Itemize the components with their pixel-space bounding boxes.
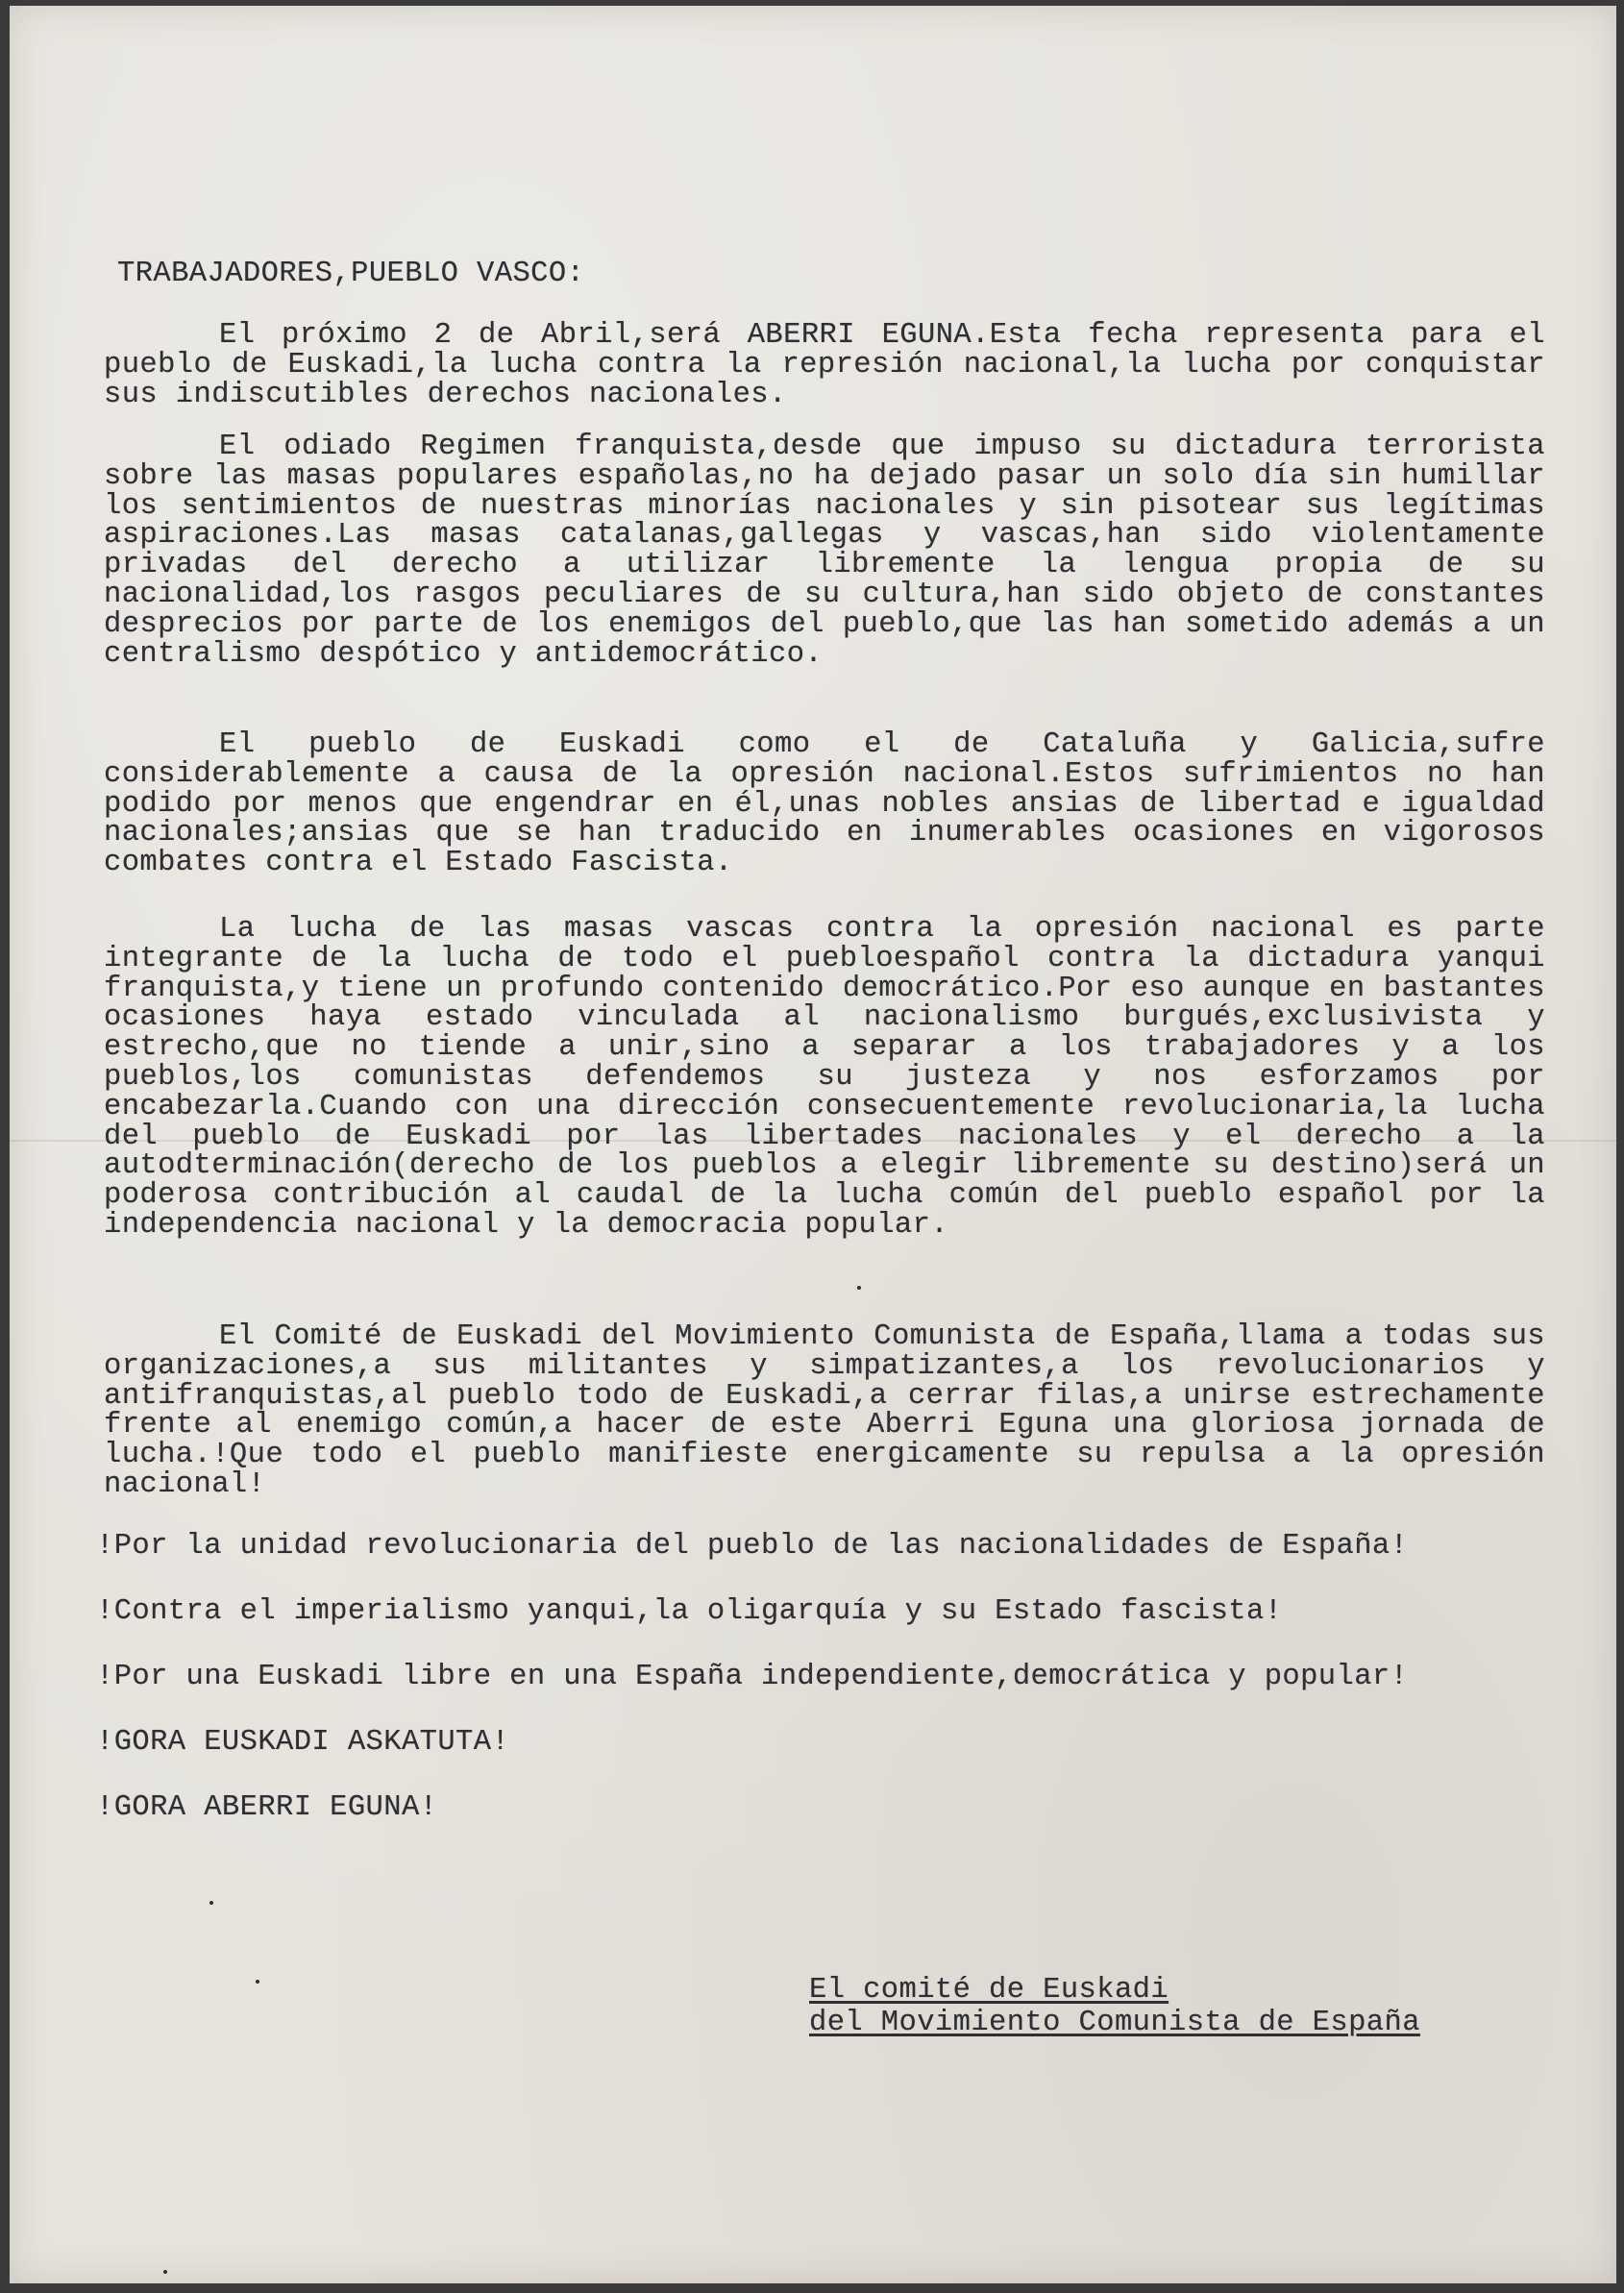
ink-speck [209,1901,213,1905]
paragraph-5 [104,1322,1545,1500]
signature-line-2: del Movimiento Comunista de España [809,2007,1420,2039]
slogans [96,1532,1557,1859]
paragraph-1 [104,321,1545,409]
paragraph-5-text: El Comité de Euskadi del Movimiento Comunista de España,llama a todas sus organizaciones,a sus militantes y simpatizantes,a los revolucionarios y antifranquistas,al pueblo todo de Euskadi,a cerrar filas,a unirse estrechamente frente al enemigo común,a hacer de este Aberri Eguna una gloriosa jornada de lucha.!Que todo el pueblo manifieste energicamente su repulsa a la opresión nacional! [104,1320,1545,1501]
signature-line-1: El comité de Euskadi [809,1974,1169,2007]
ink-speck [256,1980,259,1984]
paragraph-2 [104,432,1545,669]
slogan-gora-euskadi: !GORA EUSKADI ASKATUTA! [96,1726,510,1759]
paragraph-3 [104,730,1545,878]
paragraph-2-text: El odiado Regimen franquista,desde que impuso su dictadura terrorista sobre las masas populares españolas,no ha dejado pasar un solo día sin humillar los sentimientos de nuestras minorías nacionales y sin pisotear sus legítimas aspiraciones.Las masas catalanas,gallegas y vascas,han sido violentamente privadas del derecho a utilizar libremente la lengua propia de su nacionalidad,los rasgos peculiares de su cultura,han sido objeto de constantes desprecios por parte de los enemigos del pueblo,que las han sometido además a un centralismo despótico y antidemocrático. [104,431,1545,671]
document-page [10,6,1616,2283]
salutation: TRABAJADORES,PUEBLO VASCO: [117,258,585,290]
paragraph-1-text: El próximo 2 de Abril,será ABERRI EGUNA.Esta fecha representa para el pueblo de Euskadi,la lucha contra la represión nacional,la lucha por conquistar sus indiscutibles derechos nacionales. [104,319,1545,411]
signature [809,1974,1420,2039]
ink-speck [163,2270,167,2274]
slogan-gora-aberri-eguna: !GORA ABERRI EGUNA! [96,1791,438,1824]
paragraph-4 [104,915,1545,1241]
slogan-unity: !Por la unidad revolucionaria del pueblo de las nacionalidades de España! [96,1530,1409,1563]
ink-speck [857,1286,861,1290]
slogan-anti-imperialism: !Contra el imperialismo yanqui,la oligarquía y su Estado fascista! [96,1595,1283,1628]
paragraph-3-text: El pueblo de Euskadi como el de Cataluña y Galicia,sufre considerablemente a causa de la opresión nacional.Estos sufrimientos no han podido por menos que engendrar en él,unas nobles ansias de libertad e igualdad nacionales;ansias que se han traducido en inumerables ocasiones en vigorosos combates contra el Estado Fascista. [104,728,1545,880]
slogan-free-euskadi: !Por una Euskadi libre en una España independiente,democrática y popular! [96,1661,1409,1693]
paragraph-4-text: La lucha de las masas vascas contra la opresión nacional es parte integrante de la lucha de todo el puebloespañol contra la dictadura yanqui franquista,y tiene un profundo contenido democrático.Por eso aunque en bastantes ocasiones haya estado vinculada al nacionalismo burgués,exclusivista y estrecho,que no tiende a unir,sino a separar a los trabajadores y a los pueblos,los comunistas defendemos su justeza y nos esforzamos por encabezarla.Cuando con una dirección consecuentemente revolucionaria,la lucha del pueblo de Euskadi por las libertades nacionales y el derecho a la autodterminación(derecho de los pueblos a elegir libremente su destino)será un poderosa contribución al caudal de la lucha común del pueblo español por la independencia nacional y la democracia popular. [104,913,1545,1242]
